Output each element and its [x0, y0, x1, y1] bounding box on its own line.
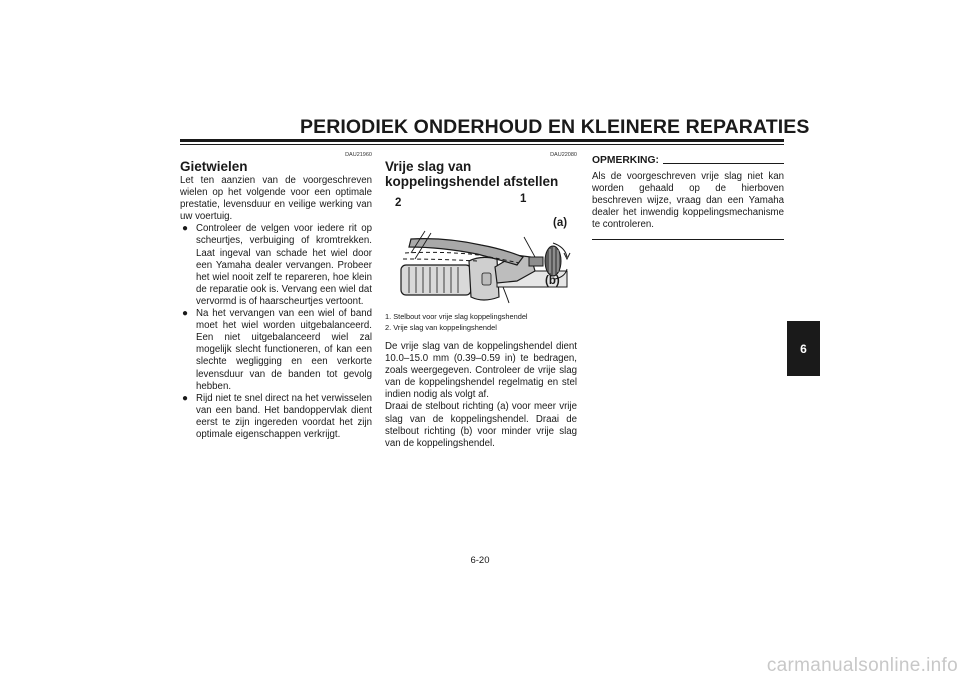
- caption-1: 1. Stelbout voor vrije slag koppelingshendel: [385, 312, 528, 321]
- page-number: 6-20: [470, 555, 490, 566]
- watermark: carmanualsonline.info: [766, 655, 958, 676]
- list-item: [180, 308, 372, 393]
- note-heading-rule: [663, 163, 784, 164]
- note-heading: [592, 155, 784, 166]
- diagram-label-b: (b): [545, 275, 560, 287]
- section-code: DAU21960: [345, 152, 372, 158]
- list-item: [180, 393, 372, 441]
- list-item-text: Controleer de velgen voor iedere rit op scheurtjes, verbuiging of kromtrekken. Laat ingeval van schade het wiel door een Yamaha dealer vervangen. Probeer het wiel nooit zelf te repareren, hoe klein de reparatie ook is. Vervang een wiel dat vervormd is of haarscheurtjes vertoont.: [196, 223, 372, 307]
- diagram-label-2: 2: [395, 197, 402, 209]
- diagram-label-a: (a): [553, 217, 568, 229]
- list-item: [180, 223, 372, 308]
- section-heading: Gietwielen: [180, 159, 248, 174]
- chapter-tab: 6: [787, 321, 820, 376]
- intro-paragraph: Let ten aanzien van de voorgeschreven wielen op het volgende voor een optimale prestatie, levensduur en veilige werking van uw voertuig.: [180, 175, 372, 223]
- list-item-text: Rijd niet te snel direct na het verwisselen van een band. Het bandoppervlak dient eerst te zijn ingereden voordat het zijn optimale eigenschappen verkrijgt.: [196, 392, 372, 440]
- bullet-icon: ●: [182, 308, 189, 320]
- title-rule-thin: [180, 144, 784, 145]
- note-heading-text: OPMERKING:: [592, 155, 659, 166]
- bullet-list: [180, 223, 372, 441]
- column-note: [592, 155, 784, 240]
- column-koppelingshendel: [385, 152, 577, 450]
- list-item-text: Na het vervangen van een wiel of band moet het wiel worden uitgebalanceerd. Een niet uitgebalanceerd wiel zal mogelijk slecht functioneren, of kan een slechte wegligging en een verkorte levensduur van de banden tot gevolg hebben.: [196, 308, 372, 392]
- paragraph-adjust: Draai de stelbout richting (a) voor meer vrije slag van de koppelingshendel. Draai de stelbout richting (b) voor minder vrije slag van de koppelingshendel.: [385, 401, 577, 449]
- diagram-label-1: 1: [520, 193, 527, 205]
- bullet-icon: ●: [182, 223, 189, 235]
- title-rule: [180, 139, 784, 142]
- caption-2: 2. Vrije slag van koppelingshendel: [385, 323, 497, 332]
- note-end-rule: [592, 239, 784, 240]
- clutch-lever-diagram: [385, 193, 577, 305]
- note-text: Als de voorgeschreven vrije slag niet kan worden gehaald op de hierboven beschreven wijze, vraag dan een Yamaha dealer het inwendig koppelingsmechanisme te controleren.: [592, 171, 784, 231]
- page-title: PERIODIEK ONDERHOUD EN KLEINERE REPARATIES: [300, 116, 810, 138]
- section-heading: Vrije slag van koppelingshendel afstellen: [385, 159, 559, 189]
- clutch-lever-illustration: [385, 197, 577, 305]
- section-code: DAU22080: [550, 152, 577, 158]
- column-gietwielen: [180, 152, 372, 441]
- bullet-icon: ●: [182, 392, 189, 404]
- paragraph-free-play: De vrije slag van de koppelingshendel dient 10.0–15.0 mm (0.39–0.59 in) te bedragen, zoals weergegeven. Controleer de vrije slag van de koppelingshendel regelmatig en stel indien nodig als volgt af.: [385, 341, 577, 401]
